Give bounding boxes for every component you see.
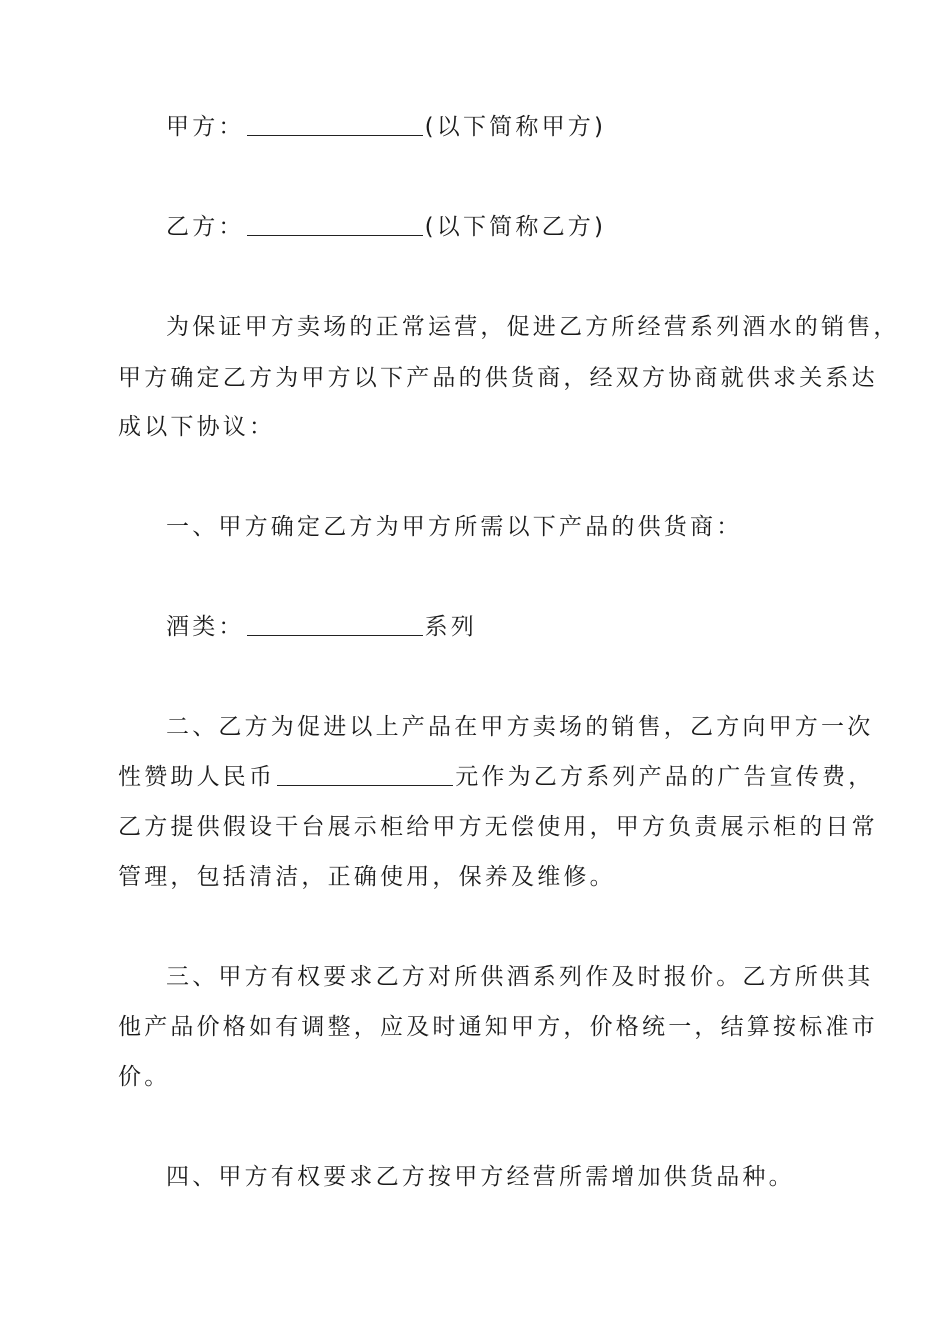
clause-1: 一、甲方确定乙方为甲方所需以下产品的供货商： — [166, 514, 743, 540]
clause-4: 四、甲方有权要求乙方按甲方经营所需增加供货品种。 — [166, 1164, 795, 1190]
clause-3-line-2: 他产品价格如有调整，应及时通知甲方，价格统一，结算按标准市 — [118, 1014, 878, 1040]
clause-2-line-3: 乙方提供假设干台展示柜给甲方无偿使用，甲方负责展示柜的日常 — [118, 814, 878, 840]
party-b-blank — [247, 213, 423, 236]
preamble-line-2: 甲方确定乙方为甲方以下产品的供货商，经双方协商就供求关系达 — [118, 365, 878, 391]
amount-blank — [277, 763, 453, 786]
party-b-line — [166, 212, 886, 242]
party-a-line — [166, 112, 886, 142]
wine-blank — [247, 613, 423, 636]
wine-suffix: 系列 — [424, 614, 478, 640]
clause-2-line-4: 管理，包括清洁，正确使用，保养及维修。 — [118, 864, 616, 890]
party-b-label: 乙方： — [166, 214, 245, 240]
preamble-line-3: 成以下协议： — [118, 414, 276, 440]
clause-3-line-3: 价。 — [118, 1064, 171, 1090]
wine-line — [166, 612, 886, 642]
clause-2-amount-prefix: 性赞助人民币 — [118, 764, 276, 790]
clause-2-line-1: 二、乙方为促进以上产品在甲方卖场的销售，乙方向甲方一次 — [166, 714, 874, 740]
clause-2-line-2 — [118, 762, 875, 792]
clause-2-amount-suffix: 元作为乙方系列产品的广告宣传费， — [455, 764, 875, 790]
party-a-blank — [247, 113, 423, 136]
party-b-suffix: (以下简称乙方) — [424, 214, 607, 240]
clause-3-line-1: 三、甲方有权要求乙方对所供酒系列作及时报价。乙方所供其 — [166, 964, 874, 990]
wine-label: 酒类： — [166, 614, 245, 640]
preamble-line-1: 为保证甲方卖场的正常运营，促进乙方所经营系列酒水的销售， — [166, 314, 900, 340]
party-a-suffix: (以下简称甲方) — [424, 114, 607, 140]
party-a-label: 甲方： — [166, 114, 245, 140]
